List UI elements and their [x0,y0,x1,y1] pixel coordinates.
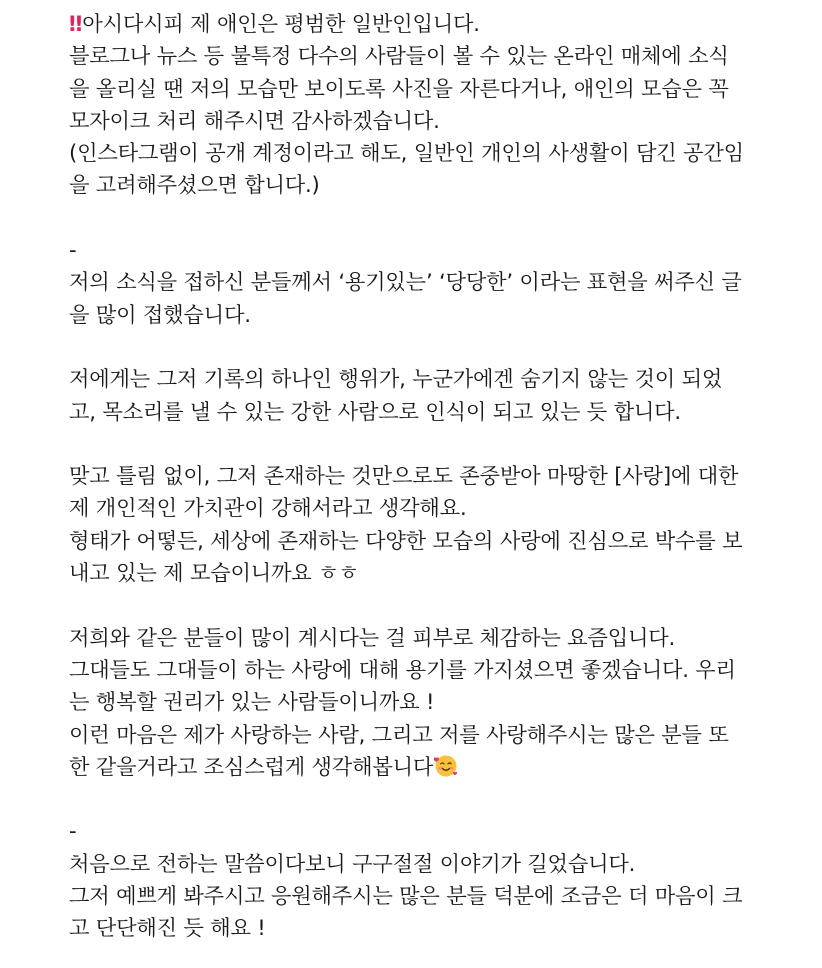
text-line: 고, 목소리를 낼 수 있는 강한 사람으로 인식이 되고 있는 듯 합니다. [69,398,681,424]
text-line: 저의 소식을 접하신 분들께서 ‘용기있는’ ‘당당한’ 이라는 표현을 써주신 글 [69,269,742,295]
text-line: 을 고려해주셨으면 합니다.) [69,172,320,198]
text-line: 을 올리실 땐 저의 모습만 보이도록 사진을 자른다거나, 애인의 모습은 꼭 [69,75,729,101]
text-line: 모자이크 처리 해주시면 감사하겠습니다. [69,107,440,133]
text-line: 형태가 어떻든, 세상에 존재하는 다양한 모습의 사랑에 진심으로 박수를 보 [69,527,743,553]
post-body [69,8,809,945]
text-line: 저에게는 그저 기록의 하나인 행위가, 누군가에겐 숨기지 않는 것이 되었 [69,366,723,392]
blank-line [69,331,809,363]
separator: - [69,237,77,263]
text-line: 그대들도 그대들이 하는 사랑에 대해 용기를 가지셨으면 좋겠습니다. 우리 [69,656,736,682]
text-line: (인스타그램이 공개 계정이라고 해도, 일반인 개인의 사생활이 담긴 공간임 [69,140,744,166]
text-line: 그저 예쁘게 봐주시고 응원해주시는 많은 분들 덕분에 조금은 더 마음이 크 [69,883,743,909]
text-line: 이런 마음은 제가 사랑하는 사람, 그리고 저를 사랑해주시는 많은 분들 또 [69,721,729,747]
text-span: 한 같을거라고 조심스럽게 생각해봅니다 [69,753,434,779]
text-line: 을 많이 접했습니다. [69,301,251,327]
blank-line [69,202,809,234]
text-line: 저희와 같은 분들이 많이 계시다는 걸 피부로 체감하는 요즘입니다. [69,624,676,650]
text-line: 내고 있는 제 모습이니까요 ㅎㅎ [69,560,359,586]
text-line: 맞고 틀림 없이, 그저 존재하는 것만으로도 존중받아 마땅한 [사랑]에 대한 [69,463,739,489]
separator: - [69,818,77,844]
text-line: 처음으로 전하는 말씀이다보니 구구절절 이야기가 길었습니다. [69,850,636,876]
text-line: 제 개인적인 가치관이 강해서라고 생각해요. [69,495,467,521]
smiling-face-with-hearts-icon [434,754,458,778]
blank-line [69,589,809,621]
text-line: 는 행복할 권리가 있는 사람들이니까요 ! [69,689,435,715]
text-span: 아시다시피 제 애인은 평범한 일반인입니다. [82,11,480,36]
blank-line [69,428,809,460]
double-exclamation-icon: ‼ [69,11,80,36]
text-line: 블로그나 뉴스 등 불특정 다수의 사람들이 볼 수 있는 온라인 매체에 소식 [69,43,729,69]
text-line [69,751,809,783]
blank-line [69,783,809,815]
text-line [69,8,809,40]
text-line: 고 단단해진 듯 해요 ! [69,915,266,941]
